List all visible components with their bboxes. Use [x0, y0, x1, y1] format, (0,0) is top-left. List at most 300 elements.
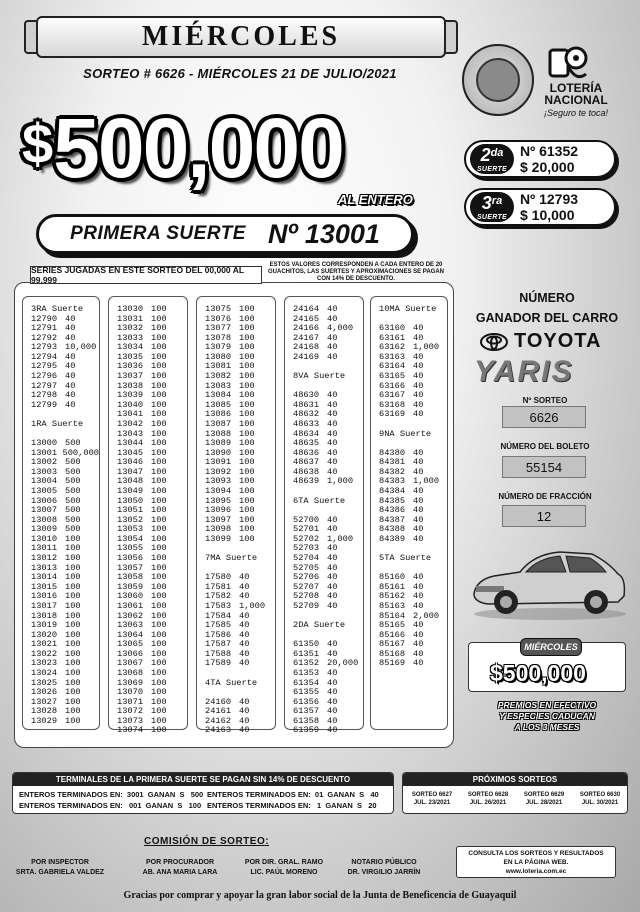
- series-number: 13097: [205, 514, 232, 525]
- series-row: [379, 535, 447, 545]
- series-number: 13022: [31, 648, 58, 659]
- series-value: 40: [413, 409, 424, 420]
- series-value: 40: [327, 667, 338, 678]
- series-row: [117, 726, 187, 736]
- series-value: 1,000: [239, 600, 266, 611]
- premios-line3: A LOS 3 MESES: [514, 722, 580, 732]
- series-number: 24167: [293, 332, 320, 343]
- series-number: 13076: [205, 313, 232, 324]
- series-number: 24162: [205, 715, 232, 726]
- series-number: 13007: [31, 505, 58, 516]
- tercera-badge: [470, 192, 514, 222]
- series-value: 100: [151, 447, 167, 458]
- series-number: 13067: [117, 658, 144, 669]
- series-number: 13013: [31, 562, 58, 573]
- series-number: 13091: [205, 457, 232, 468]
- series-value: 40: [327, 562, 338, 573]
- series-value: 100: [151, 543, 167, 554]
- series-number: 48636: [293, 447, 320, 458]
- series-number: 63163: [379, 351, 406, 362]
- series-value: 40: [327, 639, 338, 650]
- series-header: SERIES JUGADAS EN ESTE SORTEO DEL 00,000 AL 99,999: [30, 266, 262, 284]
- series-value: 100: [239, 495, 255, 506]
- series-number: 48637: [293, 457, 320, 468]
- proximo-item: [573, 791, 627, 807]
- series-value: 40: [327, 351, 338, 362]
- series-number: 13011: [31, 543, 58, 554]
- series-value: 40: [327, 457, 338, 468]
- series-value: 40: [239, 610, 250, 621]
- tercera-badge-sup: ra: [491, 195, 503, 207]
- series-value: 500: [65, 466, 81, 477]
- series-value: 100: [151, 581, 167, 592]
- series-number: 13096: [205, 505, 232, 516]
- segunda-amount: $ 20,000: [520, 159, 575, 175]
- tercera-number: Nº 12793: [520, 191, 579, 207]
- series-number: 63160: [379, 323, 406, 334]
- series-value: 100: [239, 390, 255, 401]
- series-number: 13064: [117, 629, 144, 640]
- series-number: 17580: [205, 572, 232, 583]
- series-value: 40: [413, 447, 424, 458]
- series-number: 61352: [293, 658, 320, 669]
- series-number: 13029: [31, 715, 58, 726]
- series-value: 100: [151, 715, 167, 726]
- series-value: 1,000: [327, 533, 354, 544]
- series-number: 13025: [31, 677, 58, 688]
- series-value: 100: [65, 639, 81, 650]
- series-number: 61356: [293, 696, 320, 707]
- series-number: 13045: [117, 447, 144, 458]
- series-number: 63168: [379, 399, 406, 410]
- proximos-title: PRÓXIMOS SORTEOS: [403, 773, 627, 786]
- series-number: 13082: [205, 371, 232, 382]
- series-value: 100: [151, 687, 167, 698]
- footer-text: Gracias por comprar y apoyar la gran labor social de la Junta de Beneficencia de Guayaquil: [123, 890, 517, 901]
- series-value: 40: [413, 505, 424, 516]
- series-value: 40: [327, 418, 338, 429]
- series-number: 48632: [293, 409, 320, 420]
- series-number: 13016: [31, 591, 58, 602]
- series-value: 40: [413, 658, 424, 669]
- segunda-badge-sup: da: [490, 147, 504, 159]
- series-value: 40: [239, 591, 250, 602]
- series-value: 500: [65, 438, 81, 449]
- tercera-badge-num: 3: [481, 192, 492, 213]
- series-number: 13092: [205, 466, 232, 477]
- series-value: 100: [151, 390, 167, 401]
- series-number: 12792: [31, 332, 58, 343]
- series-value: 40: [65, 332, 76, 343]
- ad-amount: $500,000: [490, 660, 586, 686]
- series-number: 13036: [117, 361, 144, 372]
- series-value: 100: [239, 361, 255, 372]
- series-column-5: [370, 296, 448, 730]
- series-value: 40: [413, 620, 424, 631]
- sorteo-label: Nº SORTEO: [522, 396, 568, 405]
- series-value: 100: [151, 725, 167, 736]
- series-value: 40: [239, 658, 250, 669]
- loteria-name: LOTERÍA NACIONAL: [544, 81, 608, 107]
- comision-member: [328, 858, 440, 878]
- series-value: 100: [151, 485, 167, 496]
- series-value: 100: [151, 304, 167, 314]
- series-value: 100: [151, 591, 167, 602]
- sorteo-value: 6626: [502, 406, 586, 428]
- car-title: [462, 288, 632, 328]
- series-number: 84388: [379, 524, 406, 535]
- series-value: 4,000: [327, 323, 354, 334]
- premios-line2: Y ESPECIES CADUCAN: [499, 711, 595, 721]
- series-value: 40: [327, 648, 338, 659]
- series-value: 40: [327, 313, 338, 324]
- series-value: 100: [239, 457, 255, 468]
- series-number: 52707: [293, 581, 320, 592]
- consulta-website-link[interactable]: www.loteria.com.ec: [505, 868, 567, 875]
- series-value: 40: [413, 581, 424, 592]
- series-number: 84381: [379, 457, 406, 468]
- comision-member: [228, 858, 340, 878]
- segunda-number: Nº 61352: [520, 143, 579, 159]
- series-number: 13057: [117, 562, 144, 573]
- terminales-line1-left: ENTEROS TERMINADOS EN: 3001 GANAN S 500: [19, 790, 204, 799]
- series-value: 100: [239, 466, 255, 477]
- series-number: 13041: [117, 409, 144, 420]
- series-group-header: 7MA Suerte: [205, 553, 258, 564]
- terminales-title: TERMINALES DE LA PRIMERA SUERTE SE PAGAN SIN 14% DE DESCUENTO: [13, 773, 393, 786]
- series-number: 13000: [31, 438, 58, 449]
- series-value: 100: [239, 351, 255, 362]
- series-number: 12796: [31, 371, 58, 382]
- series-number: 13074: [117, 725, 144, 736]
- series-value: 100: [151, 323, 167, 334]
- series-value: 40: [413, 332, 424, 343]
- series-value: 100: [151, 505, 167, 516]
- series-value: 40: [413, 351, 424, 362]
- series-number: 13052: [117, 514, 144, 525]
- series-group-header: 5TA Suerte: [379, 553, 432, 564]
- series-note: ESTOS VALORES CORRESPONDEN A CADA ENTERO DE 20 GUACHITOS, LAS SUERTES Y APROXIMACIONES SE PAGAN CON 14% DE DESCUENTO.: [267, 262, 445, 282]
- series-number: 13086: [205, 409, 232, 420]
- series-value: 40: [239, 696, 250, 707]
- loteria-nacional-icon: [546, 44, 592, 84]
- series-number: 13077: [205, 323, 232, 334]
- series-number: 85161: [379, 581, 406, 592]
- series-value: 40: [413, 466, 424, 477]
- series-row: [205, 659, 275, 669]
- series-number: 85167: [379, 639, 406, 650]
- series-number: 13061: [117, 600, 144, 611]
- series-number: 13035: [117, 351, 144, 362]
- terminales-line1-right: ENTEROS TERMINADOS EN: 01 GANAN S 40: [207, 790, 379, 799]
- series-value: 40: [65, 390, 76, 401]
- series-number: 85162: [379, 591, 406, 602]
- series-value: 100: [151, 399, 167, 410]
- series-number: 12795: [31, 361, 58, 372]
- series-value: 40: [327, 466, 338, 477]
- series-number: 52701: [293, 524, 320, 535]
- series-group-header: 3RA Suerte: [31, 304, 84, 314]
- series-value: 20,000: [327, 658, 359, 669]
- series-number: 13083: [205, 380, 232, 391]
- series-value: 100: [151, 639, 167, 650]
- series-number: 13005: [31, 485, 58, 496]
- series-number: 13010: [31, 533, 58, 544]
- series-number: 13012: [31, 553, 58, 564]
- series-number: 13060: [117, 591, 144, 602]
- series-number: 13078: [205, 332, 232, 343]
- proximo-fecha: JUL. 23/2021: [413, 800, 451, 806]
- series-value: 100: [151, 457, 167, 468]
- series-value: 100: [239, 505, 255, 516]
- series-number: 13089: [205, 438, 232, 449]
- series-value: 100: [65, 600, 81, 611]
- series-value: 1,000: [327, 476, 354, 487]
- series-number: 17586: [205, 629, 232, 640]
- segunda-suerte-pill: [464, 140, 616, 178]
- comision-member: [124, 858, 236, 878]
- series-value: 1,000: [413, 476, 440, 487]
- series-number: 85168: [379, 648, 406, 659]
- series-number: 12790: [31, 313, 58, 324]
- series-value: 100: [239, 313, 255, 324]
- series-value: 100: [239, 476, 255, 487]
- series-number: 61359: [293, 725, 320, 736]
- series-number: 52705: [293, 562, 320, 573]
- seal-figure-icon: [476, 58, 520, 102]
- series-value: 500: [65, 524, 81, 535]
- series-number: 13008: [31, 514, 58, 525]
- series-value: 100: [151, 610, 167, 621]
- series-value: 500: [65, 505, 81, 516]
- series-number: 85164: [379, 610, 406, 621]
- series-group-header: 8VA Suerte: [293, 371, 346, 382]
- series-number: 17588: [205, 648, 232, 659]
- series-value: 100: [239, 485, 255, 496]
- series-value: 40: [413, 457, 424, 468]
- series-row: [293, 477, 363, 487]
- terminales-box: [12, 772, 394, 814]
- series-value: 100: [151, 677, 167, 688]
- series-value: 40: [413, 514, 424, 525]
- series-value: 100: [151, 696, 167, 707]
- series-value: 100: [151, 428, 167, 439]
- series-number: 13070: [117, 687, 144, 698]
- series-value: 100: [151, 562, 167, 573]
- series-value: 40: [327, 543, 338, 554]
- series-value: 100: [65, 620, 81, 631]
- series-value: 100: [151, 313, 167, 324]
- series-value: 40: [413, 371, 424, 382]
- series-value: 40: [413, 591, 424, 602]
- proximo-sorteo: SORTEO 6629: [523, 792, 565, 798]
- series-value: 500: [65, 514, 81, 525]
- series-value: 100: [65, 706, 81, 717]
- series-value: 100: [65, 562, 81, 573]
- series-value: 100: [239, 409, 255, 420]
- series-number: 13026: [31, 687, 58, 698]
- series-number: 13054: [117, 533, 144, 544]
- comision-name: LIC. PAÚL MORENO: [250, 869, 318, 876]
- series-value: 40: [327, 332, 338, 343]
- series-value: 500,000: [62, 447, 99, 458]
- series-number: 13017: [31, 600, 58, 611]
- proximo-sorteo: SORTEO 6630: [579, 792, 621, 798]
- series-number: 63169: [379, 409, 406, 420]
- series-column-3: [196, 296, 276, 736]
- series-number: 85165: [379, 620, 406, 631]
- series-number: 13002: [31, 457, 58, 468]
- series-number: 48639: [293, 476, 320, 487]
- series-number: 13058: [117, 572, 144, 583]
- series-number: 84389: [379, 533, 406, 544]
- series-value: 500: [65, 485, 81, 496]
- series-number: 12798: [31, 390, 58, 401]
- series-number: 13015: [31, 581, 58, 592]
- series-value: 100: [151, 600, 167, 611]
- series-value: 100: [151, 648, 167, 659]
- series-value: 100: [239, 304, 255, 314]
- series-number: 13069: [117, 677, 144, 688]
- series-number: 84380: [379, 447, 406, 458]
- series-value: 100: [151, 361, 167, 372]
- series-number: 84385: [379, 495, 406, 506]
- series-value: 1,000: [413, 342, 440, 353]
- series-value: 40: [413, 323, 424, 334]
- series-value: 100: [151, 553, 167, 564]
- series-value: 40: [327, 725, 338, 736]
- series-group-header: 4TA Suerte: [205, 677, 258, 688]
- series-value: 2,000: [413, 610, 440, 621]
- series-value: 40: [413, 390, 424, 401]
- car-model: YARIS: [474, 355, 574, 388]
- series-number: 13088: [205, 428, 232, 439]
- series-value: 100: [151, 533, 167, 544]
- series-value: 100: [151, 476, 167, 487]
- series-value: 40: [65, 371, 76, 382]
- series-number: 13085: [205, 399, 232, 410]
- proximos-box: [402, 772, 628, 814]
- series-value: 100: [239, 418, 255, 429]
- series-value: 40: [327, 342, 338, 353]
- series-number: 12791: [31, 323, 58, 334]
- series-value: 40: [327, 438, 338, 449]
- series-value: 100: [239, 342, 255, 353]
- series-number: 52708: [293, 591, 320, 602]
- series-number: 13042: [117, 418, 144, 429]
- series-number: 13030: [117, 304, 144, 314]
- series-number: 13065: [117, 639, 144, 650]
- comision-member: [4, 858, 116, 878]
- series-value: 40: [327, 553, 338, 564]
- terminales-line2-left: ENTEROS TERMINADOS EN: 001 GANAN S 100: [19, 801, 202, 810]
- series-number: 13033: [117, 332, 144, 343]
- series-number: 24161: [205, 706, 232, 717]
- series-number: 84383: [379, 476, 406, 487]
- series-value: 100: [65, 572, 81, 583]
- series-number: 85169: [379, 658, 406, 669]
- series-number: 13014: [31, 572, 58, 583]
- series-number: 13081: [205, 361, 232, 372]
- series-number: 61351: [293, 648, 320, 659]
- series-number: 13018: [31, 610, 58, 621]
- series-number: 17584: [205, 610, 232, 621]
- series-value: 40: [239, 629, 250, 640]
- prize-suffix: AL ENTERO: [338, 192, 413, 207]
- series-group-header: 9NA Suerte: [379, 428, 432, 439]
- proximo-fecha: JUL. 30/2021: [581, 800, 619, 806]
- series-number: 12794: [31, 351, 58, 362]
- series-value: 40: [413, 572, 424, 583]
- comision-name: AB. ANA MARIA LARA: [142, 869, 218, 876]
- series-number: 24164: [293, 304, 320, 314]
- series-value: 100: [151, 524, 167, 535]
- series-number: 13024: [31, 667, 58, 678]
- series-value: 40: [65, 361, 76, 372]
- series-number: 13072: [117, 706, 144, 717]
- series-number: 13037: [117, 371, 144, 382]
- series-number: 13019: [31, 620, 58, 631]
- series-value: 100: [151, 332, 167, 343]
- series-value: 40: [413, 629, 424, 640]
- series-number: 61355: [293, 687, 320, 698]
- series-number: 63166: [379, 380, 406, 391]
- series-value: 40: [239, 581, 250, 592]
- series-value: 100: [151, 409, 167, 420]
- proximo-item: [461, 791, 515, 807]
- series-value: 100: [65, 677, 81, 688]
- series-value: 40: [327, 600, 338, 611]
- series-row: [293, 602, 363, 612]
- series-number: 13094: [205, 485, 232, 496]
- series-number: 13087: [205, 418, 232, 429]
- series-value: 100: [151, 620, 167, 631]
- series-number: 13063: [117, 620, 144, 631]
- series-number: 17581: [205, 581, 232, 592]
- car-title-line1: NÚMERO: [519, 291, 575, 305]
- series-number: 52700: [293, 514, 320, 525]
- series-number: 63167: [379, 390, 406, 401]
- series-group-header: 2DA Suerte: [293, 620, 346, 631]
- series-value: 40: [239, 648, 250, 659]
- series-number: 13047: [117, 466, 144, 477]
- series-value: 40: [327, 687, 338, 698]
- series-value: 100: [151, 572, 167, 583]
- series-value: 40: [413, 524, 424, 535]
- proximo-fecha: JUL. 26/2021: [469, 800, 507, 806]
- series-number: 13056: [117, 553, 144, 564]
- series-value: 100: [65, 581, 81, 592]
- series-number: 24169: [293, 351, 320, 362]
- premios-note: [470, 700, 624, 733]
- series-number: 13046: [117, 457, 144, 468]
- series-number: 13020: [31, 629, 58, 640]
- toyota-brand: [480, 330, 620, 353]
- segunda-badge-sub: SUERTE: [476, 166, 508, 173]
- series-group-header: 10MA Suerte: [379, 304, 437, 314]
- series-row: [293, 353, 363, 363]
- series-number: 13009: [31, 524, 58, 535]
- series-value: 100: [65, 533, 81, 544]
- series-number: 13053: [117, 524, 144, 535]
- comision-name: DR. VIRGILIO JARRÍN: [347, 869, 421, 876]
- series-row: [205, 535, 275, 545]
- series-number: 48635: [293, 438, 320, 449]
- series-value: 40: [413, 361, 424, 372]
- series-number: 13001: [31, 447, 58, 458]
- series-number: 13049: [117, 485, 144, 496]
- day-banner: [36, 16, 446, 58]
